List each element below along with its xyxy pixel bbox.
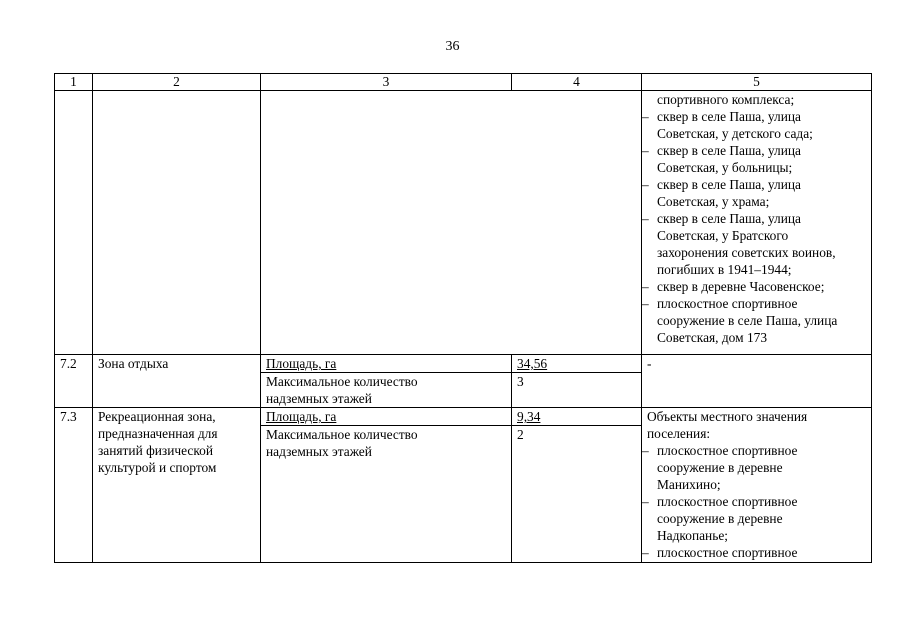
list-item-line: Надкопанье; <box>657 528 728 543</box>
page-number: 36 <box>445 39 460 54</box>
objects-text: - <box>647 356 652 371</box>
continuation-name-cell <box>93 91 261 355</box>
zone-number: 7.2 <box>55 355 93 408</box>
column-header-2: 2 <box>93 74 261 91</box>
param-label-line: надземных этажей <box>266 391 372 406</box>
zone-objects <box>642 355 872 408</box>
zone-name-line: культурой и спортом <box>98 460 217 475</box>
list-item-line: Советская, у больницы; <box>657 160 793 175</box>
zone-name <box>93 355 261 408</box>
continuation-first-line: спортивного комплекса; <box>657 92 795 107</box>
list-item-line: – сквер в селе Паша, улица <box>657 177 802 192</box>
list-item-line: Советская, у детского сада; <box>657 126 813 141</box>
continuation-params-cell <box>261 91 642 355</box>
zone-name-line: Зона отдыха <box>98 356 169 371</box>
list-item-line: сооружение в селе Паша, улица <box>657 313 838 328</box>
list-item <box>647 210 866 278</box>
list-item <box>647 493 866 544</box>
table-row <box>55 355 872 373</box>
column-header-5: 5 <box>642 74 872 91</box>
list-item-line: Манихино; <box>657 477 721 492</box>
param-value: 34,56 <box>512 355 642 373</box>
list-item-line: сооружение в деревне <box>657 460 783 475</box>
objects-heading <box>647 408 866 442</box>
param-label-line: Максимальное количество <box>266 374 418 389</box>
table-row <box>55 408 872 426</box>
list-item-line: Советская, дом 173 <box>657 330 768 345</box>
list-item-line: сооружение в деревне <box>657 511 783 526</box>
continuation-num-cell <box>55 91 93 355</box>
continuation-list <box>647 108 866 346</box>
objects-list <box>647 442 866 561</box>
column-header-3: 3 <box>261 74 512 91</box>
param-label <box>261 408 512 426</box>
list-item-line: захоронения советских воинов, <box>657 245 836 260</box>
list-item-line: – плоскостное спортивное <box>657 494 798 509</box>
list-item-line: Советская, у Братского <box>657 228 789 243</box>
list-item-line: – сквер в селе Паша, улица <box>657 211 802 226</box>
list-item-line: – плоскостное спортивное <box>657 443 798 458</box>
list-item-line: – плоскостное спортивное <box>657 296 798 311</box>
list-item-line: Советская, у храма; <box>657 194 770 209</box>
zone-number: 7.3 <box>55 408 93 563</box>
param-label-line: Максимальное количество <box>266 427 418 442</box>
param-label <box>261 426 512 563</box>
list-item-line: – сквер в деревне Часовенское; <box>657 279 825 294</box>
list-item-line: – сквер в селе Паша, улица <box>657 143 802 158</box>
param-label-line: Площадь, га <box>266 356 337 371</box>
param-value: 3 <box>512 373 642 408</box>
objects-heading-line: Объекты местного значения <box>647 409 808 424</box>
list-item <box>647 176 866 210</box>
param-label-line: Площадь, га <box>266 409 337 424</box>
column-header-4: 4 <box>512 74 642 91</box>
objects-heading-line: поселения: <box>647 426 711 441</box>
param-value: 2 <box>512 426 642 563</box>
list-item <box>647 544 866 561</box>
param-label <box>261 373 512 408</box>
column-header-1: 1 <box>55 74 93 91</box>
list-item-line: – сквер в селе Паша, улица <box>657 109 802 124</box>
zones-table <box>54 73 872 563</box>
list-item <box>647 108 866 142</box>
list-item <box>647 442 866 493</box>
list-item-line: – плоскостное спортивное <box>657 545 798 560</box>
list-item <box>647 295 866 346</box>
table-header-row <box>55 74 872 91</box>
zone-name-line: занятий физической <box>98 443 214 458</box>
continuation-objects-cell <box>642 91 872 355</box>
list-item-line: погибших в 1941–1944; <box>657 262 792 277</box>
zone-name-line: Рекреационная зона, <box>98 409 216 424</box>
param-label <box>261 355 512 373</box>
zone-name <box>93 408 261 563</box>
param-value: 9,34 <box>512 408 642 426</box>
zone-name-line: предназначенная для <box>98 426 218 441</box>
zone-objects <box>642 408 872 563</box>
list-item <box>647 278 866 295</box>
list-item <box>647 142 866 176</box>
continuation-row <box>55 91 872 355</box>
param-label-line: надземных этажей <box>266 444 372 459</box>
